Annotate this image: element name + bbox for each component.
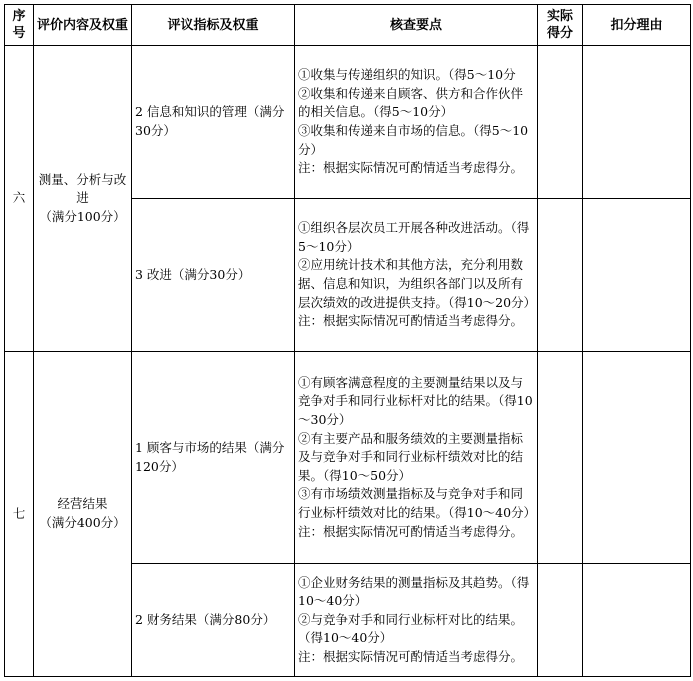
header-deduction-reason: 扣分理由 (583, 5, 691, 46)
table-row (5, 46, 691, 199)
section-content (34, 352, 132, 677)
point-item: ①有顾客满意程度的主要测量结果以及与竞争对手和同行业标杆对比的结果。（得10～30分） (298, 374, 533, 428)
header-row (5, 5, 691, 46)
deduction-reason-cell[interactable] (583, 46, 691, 199)
deduction-reason-cell[interactable] (583, 199, 691, 352)
deduction-reason-cell[interactable] (583, 352, 691, 564)
table-row (5, 352, 691, 564)
point-item: ②应用统计技术和其他方法，充分利用数据、信息和知识，为组织各部门以及所有层次绩效的改进提供支持。（得10～20分） (298, 257, 537, 310)
points-cell (295, 564, 538, 677)
point-item: ②有主要产品和服务绩效的主要测量指标及与竞争对手和同行业标杆绩效对比的结果。（得10～50分） (298, 430, 524, 483)
header-content: 评价内容及权重 (34, 5, 132, 46)
section-seq: 六 (5, 46, 34, 352)
header-points: 核查要点 (295, 5, 538, 46)
point-note: 注：根据实际情况可酌情适当考虑得分。 (298, 648, 524, 664)
criteria-cell: 2 信息和知识的管理（满分30分） (132, 46, 295, 199)
header-criteria: 评议指标及权重 (132, 5, 295, 46)
header-actual-score: 实际得分 (538, 5, 583, 46)
header-seq: 序号 (5, 5, 34, 46)
points-cell (295, 199, 538, 352)
actual-score-cell[interactable] (538, 564, 583, 677)
content-line: 测量、分析与改进 (38, 171, 127, 206)
criteria-cell: 1 顾客与市场的结果（满分120分） (132, 352, 295, 564)
section-seq: 七 (5, 352, 34, 677)
points-cell (295, 46, 538, 199)
criteria-cell: 2 财务结果（满分80分） (132, 564, 295, 677)
content-line: 经营结果 (57, 496, 108, 512)
content-line: （满分100分） (39, 208, 126, 224)
section-content (34, 46, 132, 352)
point-note: 注：根据实际情况可酌情适当考虑得分。 (298, 313, 524, 329)
point-item: ③有市场绩效测量指标及与竞争对手和同行业标杆绩效对比的结果。（得10～40分） (298, 486, 537, 520)
actual-score-cell[interactable] (538, 199, 583, 352)
criteria-cell: 3 改进（满分30分） (132, 199, 295, 352)
point-item: ①企业财务结果的测量指标及其趋势。（得10～40分） (298, 574, 530, 609)
deduction-reason-cell[interactable] (583, 564, 691, 677)
point-item: ①组织各层次员工开展各种改进活动。（得5～10分） (298, 220, 530, 254)
point-item: ②收集和传递来自顾客、供方和合作伙伴的相关信息。（得5～10分） (298, 85, 524, 120)
actual-score-cell[interactable] (538, 352, 583, 564)
actual-score-cell[interactable] (538, 46, 583, 199)
content-line: （满分400分） (39, 515, 126, 530)
point-item: ③收集和传递来自市场的信息。（得5～10分） (298, 123, 529, 157)
point-note: 注：根据实际情况可酌情适当考虑得分。 (298, 160, 524, 176)
point-note: 注：根据实际情况可酌情适当考虑得分。 (298, 523, 524, 539)
point-item: ②与竞争对手和同行业标杆对比的结果。（得10～40分） (298, 611, 524, 646)
evaluation-table (4, 4, 691, 677)
points-cell (295, 352, 538, 564)
point-item: ①收集与传递组织的知识。（得5～10分 (298, 67, 516, 83)
